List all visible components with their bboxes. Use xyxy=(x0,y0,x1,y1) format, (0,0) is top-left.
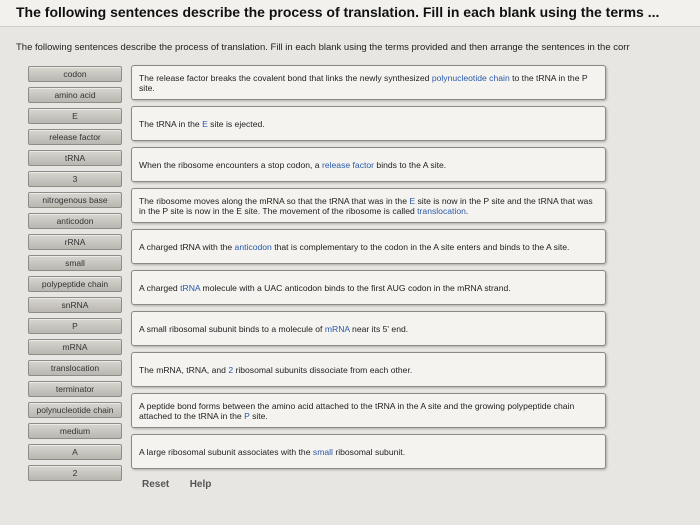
term-tile[interactable]: tRNA xyxy=(28,150,122,166)
filled-term[interactable]: mRNA xyxy=(324,323,350,334)
sentence-text xyxy=(139,324,408,334)
term-tile[interactable]: mRNA xyxy=(28,339,122,355)
term-tile[interactable]: 2 xyxy=(28,465,122,481)
sentence-fragment: The release factor breaks the covalent bond that links the newly synthesized xyxy=(139,72,432,83)
sentence-box[interactable] xyxy=(131,106,606,141)
filled-term[interactable]: polynucleotide chain xyxy=(431,72,510,83)
sentence-fragment: binds to the A site. xyxy=(374,159,447,170)
sentence-text xyxy=(139,365,412,375)
sentence-text xyxy=(139,196,598,216)
reset-button[interactable]: Reset xyxy=(142,479,170,490)
term-bank xyxy=(28,66,122,486)
sentence-box[interactable] xyxy=(131,352,606,387)
term-tile[interactable]: E xyxy=(28,108,122,124)
sentence-fragment: The ribosome moves along the mRNA so that the tRNA that was in the xyxy=(139,195,410,206)
sentence-fragment: ribosomal subunits dissociate from each other. xyxy=(233,364,413,375)
filled-term[interactable]: E xyxy=(409,195,416,206)
term-tile[interactable]: amino acid xyxy=(28,87,122,103)
sentence-fragment: A peptide bond forms between the amino acid attached to the tRNA in the A site and the growing polypeptide chain attached to the tRNA in the xyxy=(139,400,575,421)
sentence-text xyxy=(139,447,405,457)
filled-term[interactable]: release factor xyxy=(321,159,375,170)
sentence-text xyxy=(139,73,598,93)
term-tile[interactable]: codon xyxy=(28,66,122,82)
term-tile[interactable]: translocation xyxy=(28,360,122,376)
term-tile[interactable]: P xyxy=(28,318,122,334)
sentence-fragment: that is complementary to the codon in the A site enters and binds to the A site. xyxy=(271,241,570,252)
term-tile[interactable]: nitrogenous base xyxy=(28,192,122,208)
sentence-fragment: A large ribosomal subunit associates with the xyxy=(139,446,313,457)
filled-term[interactable]: anticodon xyxy=(234,241,272,252)
filled-term[interactable]: E xyxy=(202,118,208,129)
sentence-box[interactable] xyxy=(131,65,606,100)
sentence-fragment: site. xyxy=(249,410,268,421)
sentence-fragment: A charged tRNA with the xyxy=(139,241,235,252)
sentence-fragment: site is now in the P site and the tRNA that was in the P site is now in the E site. The movement of the ribosome is called xyxy=(139,195,593,216)
sentence-box[interactable] xyxy=(131,188,606,223)
filled-term[interactable]: small xyxy=(312,446,333,457)
sentence-fragment: . xyxy=(465,205,469,216)
sentence-text xyxy=(139,160,446,170)
term-tile[interactable]: anticodon xyxy=(28,213,122,229)
sentence-text xyxy=(139,119,265,129)
term-tile[interactable]: terminator xyxy=(28,381,122,397)
sentence-fragment: A small ribosomal subunit binds to a molecule of xyxy=(139,323,325,334)
action-bar xyxy=(142,474,227,492)
title-bar xyxy=(0,0,700,27)
sentence-text xyxy=(139,242,569,252)
help-button[interactable]: Help xyxy=(189,479,212,490)
sentence-fragment: The tRNA in the xyxy=(139,118,203,129)
term-tile[interactable]: medium xyxy=(28,423,122,439)
sentence-fragment: site is ejected. xyxy=(207,118,265,129)
term-tile[interactable]: rRNA xyxy=(28,234,122,250)
term-tile[interactable]: small xyxy=(28,255,122,271)
term-tile[interactable]: polypeptide chain xyxy=(28,276,122,292)
sentence-fragment: to the tRNA in the P site. xyxy=(139,72,588,93)
sentence-text xyxy=(139,283,511,293)
term-tile[interactable]: 3 xyxy=(28,171,122,187)
sentence-box[interactable] xyxy=(131,229,606,264)
filled-term[interactable]: translocation xyxy=(417,205,466,216)
term-tile[interactable]: release factor xyxy=(28,129,122,145)
filled-term[interactable]: tRNA xyxy=(180,282,201,293)
term-tile[interactable]: A xyxy=(28,444,122,460)
sentence-box[interactable] xyxy=(131,393,606,428)
term-tile[interactable]: snRNA xyxy=(28,297,122,313)
sentence-fragment: molecule with a UAC anticodon binds to the first AUG codon in the mRNA strand. xyxy=(200,282,511,293)
sentence-box[interactable] xyxy=(131,147,606,182)
sentence-box[interactable] xyxy=(131,311,606,346)
sentence-fragment: The mRNA, tRNA, and xyxy=(139,364,229,375)
term-tile[interactable]: polynucleotide chain xyxy=(28,402,122,418)
sentence-fragment: near its 5' end. xyxy=(349,323,409,334)
sentence-fragment: When the ribosome encounters a stop codon, a xyxy=(139,159,322,170)
sentence-fragment: ribosomal subunit. xyxy=(332,446,406,457)
sentence-list xyxy=(131,65,606,475)
sentence-box[interactable] xyxy=(131,270,606,305)
filled-term[interactable]: 2 xyxy=(228,364,234,375)
sentence-box[interactable] xyxy=(131,434,606,469)
filled-term[interactable]: P xyxy=(244,410,250,421)
sentence-fragment: A charged xyxy=(139,282,181,293)
page-title: The following sentences describe the process of translation. Fill in each blank using the terms ... xyxy=(16,4,660,20)
instructions: The following sentences describe the process of translation. Fill in each blank using the terms provided and then arrange the sentences in the corr xyxy=(16,42,630,53)
sentence-text xyxy=(139,401,598,421)
